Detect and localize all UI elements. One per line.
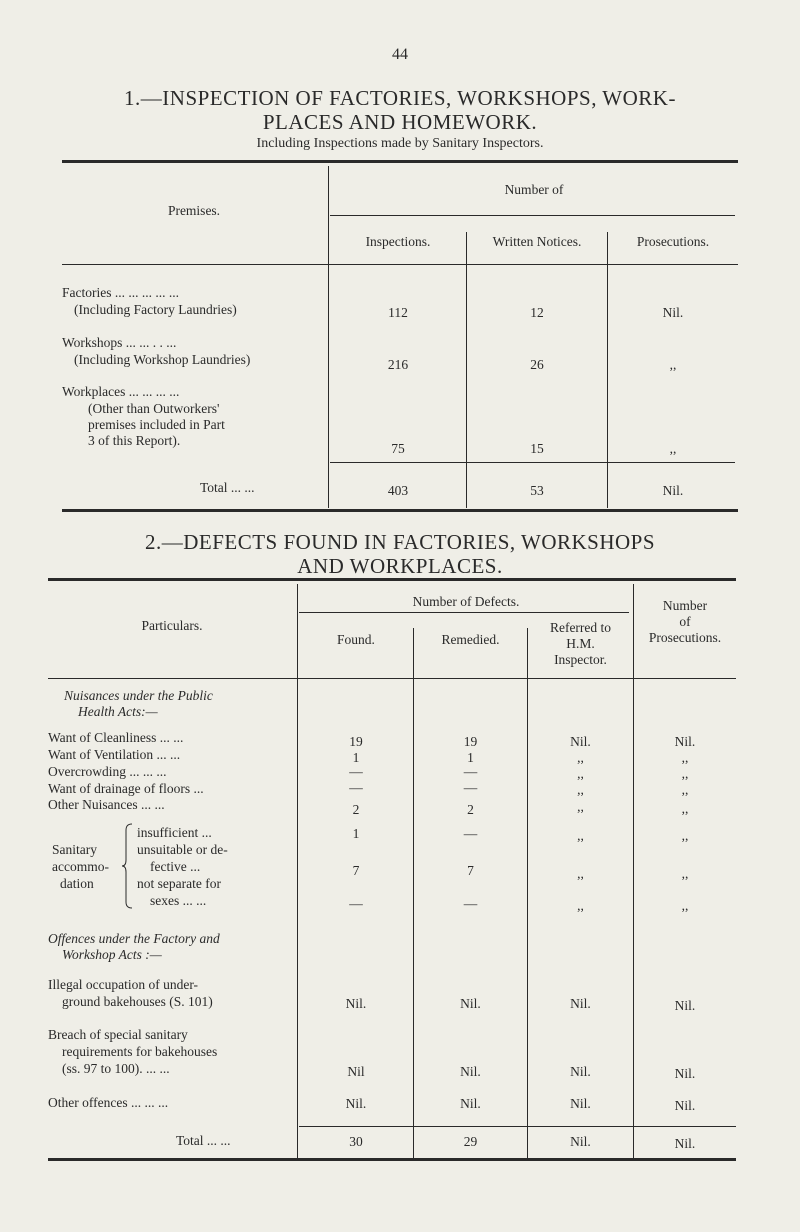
row-other-offences-label: Other offences ... ... ... [48,1095,169,1110]
table2-subheader-rule [299,612,629,613]
row-insufficient-found: 1 [352,826,360,841]
table1-total-inspections: 403 [387,483,409,498]
table2-total-found: 30 [349,1134,363,1149]
row-other-offences-found: Nil. [345,1096,367,1111]
row-workshops-label: Workshops ... ... . . ... [62,335,177,350]
header-num-prosecutions-line1: Number [662,598,708,613]
row-not-separate-found: — [349,896,363,911]
row-cleanliness-label: Want of Cleanliness ... ... [48,730,184,745]
sanitary-label-line1: Sanitary [52,842,97,857]
sanitary-label-line3: dation [60,876,94,891]
row-other-nuisances-found: 2 [352,802,360,817]
row-unsuitable-label-line2: fective ... [150,859,201,874]
row-illegal-prosecutions: Nil. [674,998,696,1013]
row-not-separate-remedied: — [463,896,478,911]
row-other-nuisances-referred: ,, [577,799,584,814]
row-illegal-label-line1: Illegal occupation of under- [48,977,199,992]
header-number-of-defects: Number of Defects. [412,594,520,609]
header-remedied: Remedied. [441,632,500,647]
row-insufficient-label: insufficient ... [137,825,212,840]
row-breach-label-line3: (ss. 97 to 100). ... ... [62,1061,170,1076]
header-inspections: Inspections. [365,234,431,249]
row-workplaces-sublabel-3: 3 of this Report). [88,433,181,448]
row-workshops-prosecutions: ,, [669,357,677,372]
section1-title-line2: PLACES AND HOMEWORK. [262,110,538,134]
row-not-separate-label-line1: not separate for [137,876,221,891]
row-ventilation-prosecutions: ,, [681,750,689,765]
row-breach-found: Nil [347,1064,365,1079]
row-cleanliness-remedied: 19 [463,734,478,749]
row-factories-notices: 12 [530,305,544,320]
row-cleanliness-prosecutions: Nil. [674,734,696,749]
table1-subheader-rule [330,215,735,216]
header-premises: Premises. [167,203,221,218]
section1-title-line1: 1.—INSPECTION OF FACTORIES, WORKSHOPS, WORK- [124,86,676,110]
row-other-nuisances-prosecutions: ,, [681,801,689,816]
row-factories-sublabel: (Including Factory Laundries) [74,302,237,317]
nuisances-heading-line1: Nuisances under the Public [64,688,213,703]
offences-heading-line2: Workshop Acts :— [62,947,162,962]
row-unsuitable-prosecutions: ,, [681,866,689,881]
section1-subtitle: Including Inspections made by Sanitary Inspectors. [256,136,544,151]
row-drainage-found: — [349,780,363,795]
section2-title-line1: 2.—DEFECTS FOUND IN FACTORIES, WORKSHOPS [144,530,656,554]
row-overcrowding-referred: ,, [577,766,584,781]
table2-total-label: Total ... ... [176,1133,231,1148]
header-num-prosecutions-line3: Prosecutions. [648,630,722,645]
row-factories-inspections: 112 [388,305,408,320]
table1-total-label: Total ... ... [200,480,255,495]
row-breach-prosecutions: Nil. [674,1066,696,1081]
header-referred-line2: H.M. [566,636,595,651]
row-other-offences-remedied: Nil. [460,1096,481,1111]
row-workplaces-inspections: 75 [391,441,405,456]
page-number: 44 [392,46,408,63]
row-illegal-remedied: Nil. [460,996,481,1011]
row-other-offences-referred: Nil. [570,1096,591,1111]
row-cleanliness-found: 19 [349,734,363,749]
row-unsuitable-referred: ,, [577,866,584,881]
table2-total-remedied: 29 [463,1134,478,1149]
row-unsuitable-label-line1: unsuitable or de- [137,842,228,857]
row-not-separate-label-line2: sexes ... ... [150,893,207,908]
table1-bottom-rule [62,509,738,512]
row-unsuitable-remedied: 7 [467,863,474,878]
table2-top-rule [48,578,736,581]
row-breach-label-line2: requirements for bakehouses [62,1044,218,1059]
row-insufficient-remedied: — [463,826,478,841]
table2-total-referred: Nil. [570,1134,591,1149]
row-workplaces-label: Workplaces ... ... ... ... [62,384,180,399]
row-factories-label: Factories ... ... ... ... ... [62,285,179,300]
row-illegal-label-line2: ground bakehouses (S. 101) [62,994,213,1009]
row-cleanliness-referred: Nil. [570,734,591,749]
row-not-separate-referred: ,, [577,898,584,913]
sanitary-label-line2: accommo- [52,859,109,874]
row-drainage-prosecutions: ,, [681,782,689,797]
row-ventilation-referred: ,, [577,750,584,765]
row-workplaces-sublabel-2: premises included in Part [88,417,225,432]
header-written-notices: Written Notices. [492,234,582,249]
row-workshops-sublabel: (Including Workshop Laundries) [74,352,251,367]
header-found: Found. [337,632,375,647]
table1-total-rule [330,462,735,463]
row-factories-prosecutions: Nil. [662,305,684,320]
row-workplaces-notices: 15 [530,441,544,456]
row-overcrowding-found: — [349,764,363,779]
row-other-nuisances-label: Other Nuisances ... ... [48,797,165,812]
row-insufficient-referred: ,, [577,828,584,843]
row-workshops-notices: 26 [530,357,544,372]
row-workplaces-sublabel-1: (Other than Outworkers' [88,401,220,416]
section2-title-line2: AND WORKPLACES. [297,554,503,578]
row-unsuitable-found: 7 [352,863,360,878]
table2-bottom-rule [48,1158,736,1161]
table2-total-prosecutions: Nil. [674,1136,696,1151]
nuisances-heading-line2: Health Acts:— [78,704,158,719]
row-overcrowding-remedied: — [463,764,478,779]
table2-total-rule [299,1126,736,1127]
row-workshops-inspections: 216 [387,357,409,372]
table1-total-notices: 53 [530,483,544,498]
header-referred-line3: Inspector. [554,652,607,667]
header-referred-line1: Referred to [549,620,612,635]
header-num-prosecutions-line2: of [679,614,691,629]
table2-col-divider [297,584,298,1158]
offences-heading-line1: Offences under the Factory and [48,931,220,946]
row-not-separate-prosecutions: ,, [681,898,689,913]
sanitary-brace-icon [120,822,136,910]
row-overcrowding-label: Overcrowding ... ... ... [48,764,167,779]
header-particulars: Particulars. [141,618,203,633]
row-breach-label-line1: Breach of special sanitary [48,1027,188,1042]
row-illegal-found: Nil. [345,996,367,1011]
header-prosecutions: Prosecutions. [636,234,710,249]
header-number-of: Number of [504,182,564,197]
row-illegal-referred: Nil. [570,996,591,1011]
table1-total-prosecutions: Nil. [662,483,684,498]
table1-top-rule [62,160,738,163]
row-ventilation-label: Want of Ventilation ... ... [48,747,181,762]
row-breach-referred: Nil. [570,1064,591,1079]
row-ventilation-remedied: 1 [467,750,474,765]
row-drainage-label: Want of drainage of floors ... [48,781,204,796]
table1-col-divider [328,166,329,508]
table1-header-rule [62,264,738,265]
row-drainage-referred: ,, [577,782,584,797]
row-drainage-remedied: — [463,780,478,795]
row-overcrowding-prosecutions: ,, [681,766,689,781]
row-ventilation-found: 1 [352,750,360,765]
row-other-offences-prosecutions: Nil. [674,1098,696,1113]
row-workplaces-prosecutions: ,, [669,441,677,456]
table2-header-rule [48,678,736,679]
row-breach-remedied: Nil. [460,1064,481,1079]
row-other-nuisances-remedied: 2 [467,802,474,817]
row-insufficient-prosecutions: ,, [681,828,689,843]
